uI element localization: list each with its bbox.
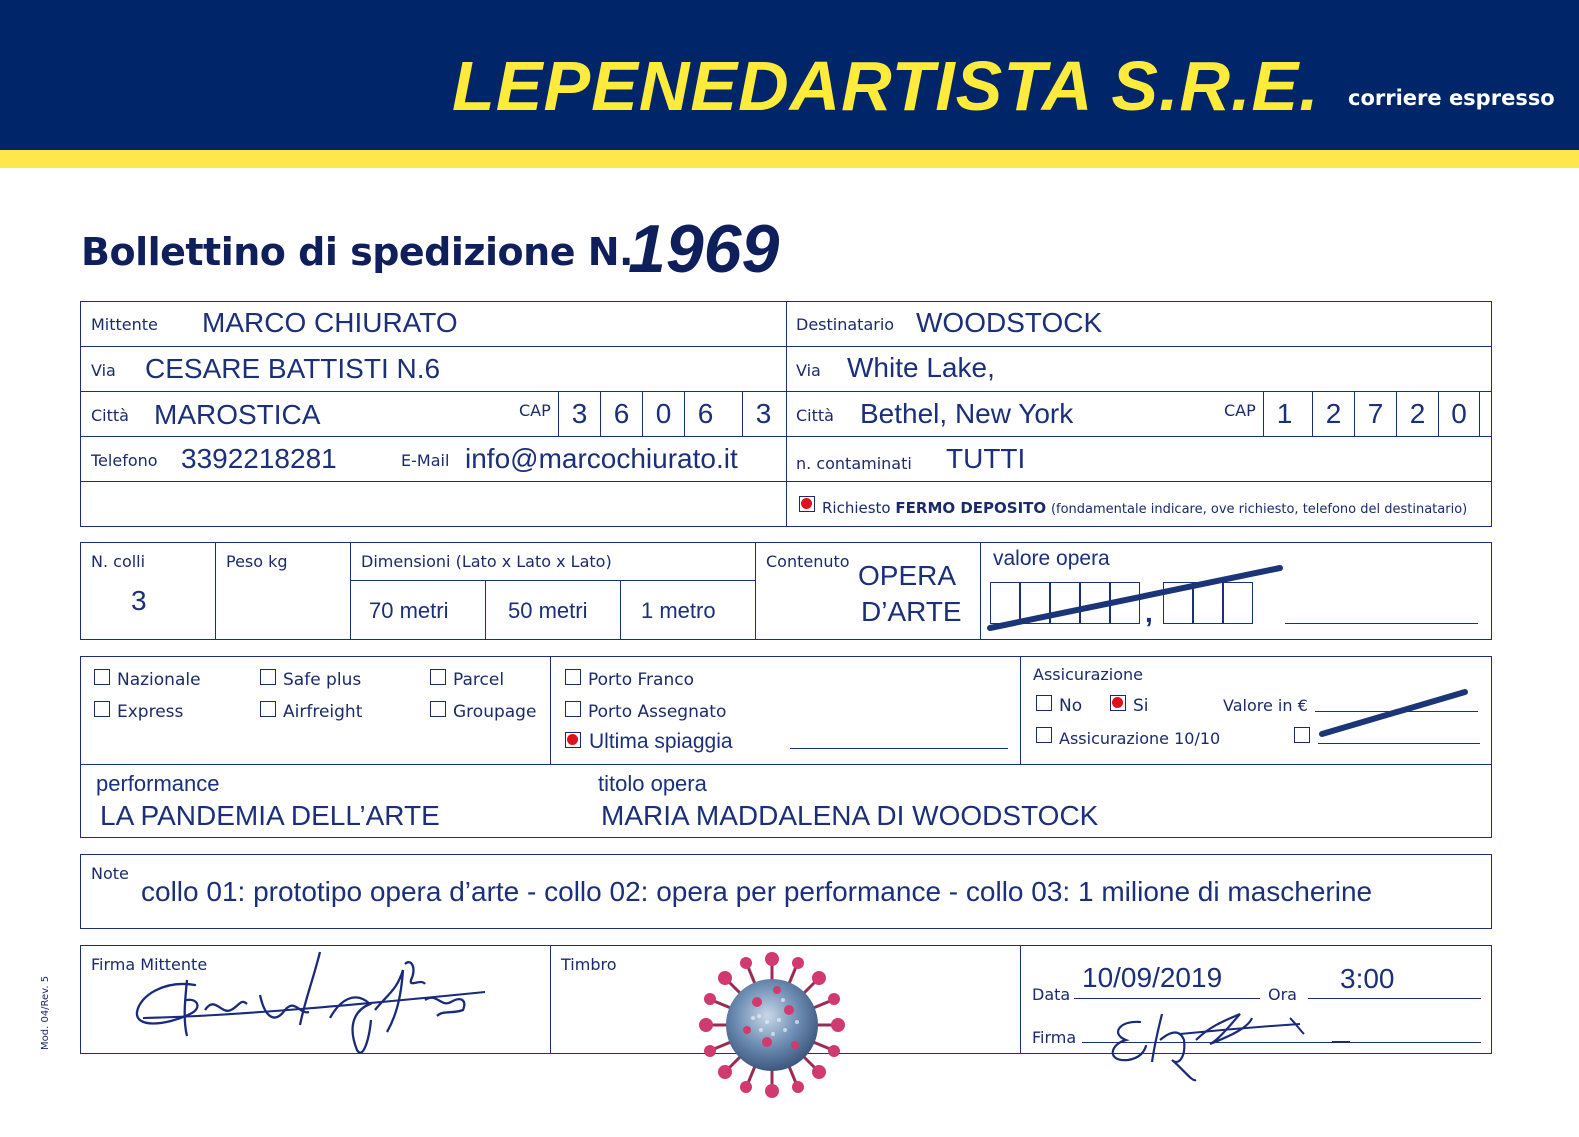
sender-citta-label: Città (91, 406, 129, 425)
porto-franco-checkbox[interactable] (565, 669, 581, 685)
fermo-deposito-label (822, 499, 1467, 517)
contaminati-label: n. contaminati (796, 454, 912, 473)
safe-plus-checkbox[interactable] (260, 669, 276, 685)
recipient-citta-value[interactable]: Bethel, New York (860, 398, 1074, 429)
express-label: Express (117, 702, 184, 722)
cap-digit: 0 (1438, 392, 1480, 436)
performance-value[interactable]: LA PANDEMIA DELL’ARTE (100, 800, 440, 831)
porto-franco-label: Porto Franco (588, 670, 694, 690)
sender-cap-label: CAP (519, 401, 551, 420)
model-code: Mod. 04/Rev. 5 (40, 975, 51, 1050)
fermo-prefix: Richiesto (822, 499, 891, 517)
safe-plus-label: Safe plus (283, 670, 362, 690)
cap-digit: 7 (1354, 392, 1396, 436)
email-value[interactable]: info@marcochiurato.it (465, 443, 738, 474)
titolo-opera-value[interactable]: MARIA MADDALENA DI WOODSTOCK (601, 800, 1099, 831)
performance-label: performance (96, 771, 220, 796)
address-divider (786, 301, 787, 527)
porto-assegnato-label: Porto Assegnato (588, 702, 727, 722)
brand-name: LEPENEDARTISTA S.R.E. (452, 47, 1320, 125)
destinatario-label: Destinatario (796, 315, 895, 334)
strike-through-valore-euro (1310, 682, 1480, 742)
cap-digit: 6 (684, 392, 726, 436)
valore-opera-label: valore opera (993, 547, 1110, 570)
ultima-spiaggia-checkbox[interactable] (565, 732, 581, 748)
airfreight-checkbox[interactable] (260, 701, 276, 717)
document-number: 1969 (628, 211, 780, 287)
nazionale-label: Nazionale (117, 670, 201, 690)
sender-via-label: Via (91, 361, 116, 380)
sender-via-value[interactable]: CESARE BATTISTI N.6 (145, 353, 441, 384)
cap-digit: 2 (1396, 392, 1438, 436)
recipient-cap-label: CAP (1224, 401, 1256, 420)
telefono-value[interactable]: 3392218281 (181, 443, 337, 474)
groupage-label: Groupage (453, 702, 537, 722)
strike-through-valore (980, 560, 1300, 640)
fermo-deposito-checkbox[interactable] (799, 496, 815, 512)
fermo-note: (fondamentale indicare, ove richiesto, telefono del destinatario) (1050, 502, 1468, 517)
header-stripe (0, 150, 1579, 168)
notes-value[interactable]: collo 01: prototipo opera d’arte - collo 02: opera per performance - collo 03: 1 milione di mascherine (141, 876, 1373, 907)
timbro-label: Timbro (561, 955, 617, 974)
assic-no-label: No (1059, 696, 1083, 716)
assicurazione-label: Assicurazione (1033, 665, 1143, 684)
ora-value[interactable]: 3:00 (1340, 963, 1395, 994)
parcel-label: Parcel (453, 670, 505, 690)
recipient-citta-label: Città (796, 406, 834, 425)
email-label: E-Mail (401, 451, 450, 470)
ultima-spiaggia-label: Ultima spiaggia (589, 730, 733, 753)
fermo-bold: FERMO DEPOSITO (895, 499, 1047, 517)
valore-euro-label: Valore in € (1223, 696, 1308, 715)
assic-extra-checkbox[interactable] (1294, 727, 1310, 743)
dimensione-1[interactable]: 70 metri (369, 598, 449, 623)
data-value[interactable]: 10/09/2019 (1082, 962, 1223, 993)
cap-digit: 6 (600, 392, 642, 436)
contenuto-line2[interactable]: D’ARTE (861, 596, 962, 627)
titolo-opera-label: titolo opera (598, 771, 707, 796)
firma-mittente-label: Firma Mittente (91, 955, 208, 974)
recipient-via-label: Via (796, 361, 821, 380)
assic-si-checkbox[interactable] (1110, 695, 1126, 711)
groupage-checkbox[interactable] (430, 701, 446, 717)
colli-value[interactable]: 3 (131, 585, 147, 616)
mittente-label: Mittente (91, 315, 158, 334)
recipient-signature (1100, 1000, 1360, 1090)
ora-label: Ora (1268, 985, 1297, 1004)
dimensione-3[interactable]: 1 metro (641, 598, 716, 623)
telefono-label: Telefono (91, 451, 158, 470)
cap-digit: 3 (558, 392, 600, 436)
brand-tagline: corriere espresso (1348, 86, 1555, 110)
recipient-via-value[interactable]: White Lake, (847, 352, 995, 383)
virus-icon (697, 950, 847, 1100)
dimensioni-label: Dimensioni (Lato x Lato x Lato) (361, 552, 612, 571)
document-title: Bollettino di spedizione N. (81, 230, 633, 274)
assic-no-checkbox[interactable] (1036, 695, 1052, 711)
porto-assegnato-checkbox[interactable] (565, 701, 581, 717)
cap-digit: 2 (1312, 392, 1354, 436)
contenuto-line1[interactable]: OPERA (858, 560, 957, 591)
cap-digit: 1 (1263, 392, 1305, 436)
contenuto-label: Contenuto (766, 552, 850, 571)
dimensione-2[interactable]: 50 metri (508, 598, 588, 623)
mittente-value[interactable]: MARCO CHIURATO (202, 307, 458, 338)
data-label: Data (1032, 985, 1071, 1004)
destinatario-value[interactable]: WOODSTOCK (916, 307, 1103, 338)
cap-digit: 0 (642, 392, 684, 436)
express-checkbox[interactable] (94, 701, 110, 717)
colli-label: N. colli (91, 552, 146, 571)
decimal-separator: , (1145, 597, 1153, 628)
contaminati-value[interactable]: TUTTI (946, 443, 1026, 474)
assic-si-label: Si (1133, 696, 1149, 716)
sender-signature (125, 940, 495, 1065)
airfreight-label: Airfreight (283, 702, 363, 722)
notes-label: Note (91, 864, 129, 883)
cap-digit: 3 (742, 392, 784, 436)
assic-1010-label: Assicurazione 10/10 (1059, 729, 1221, 748)
sender-citta-value[interactable]: MAROSTICA (154, 399, 321, 430)
parcel-checkbox[interactable] (430, 669, 446, 685)
peso-label: Peso kg (226, 552, 288, 571)
firma-label: Firma (1032, 1028, 1077, 1047)
assic-1010-checkbox[interactable] (1036, 727, 1052, 743)
nazionale-checkbox[interactable] (94, 669, 110, 685)
